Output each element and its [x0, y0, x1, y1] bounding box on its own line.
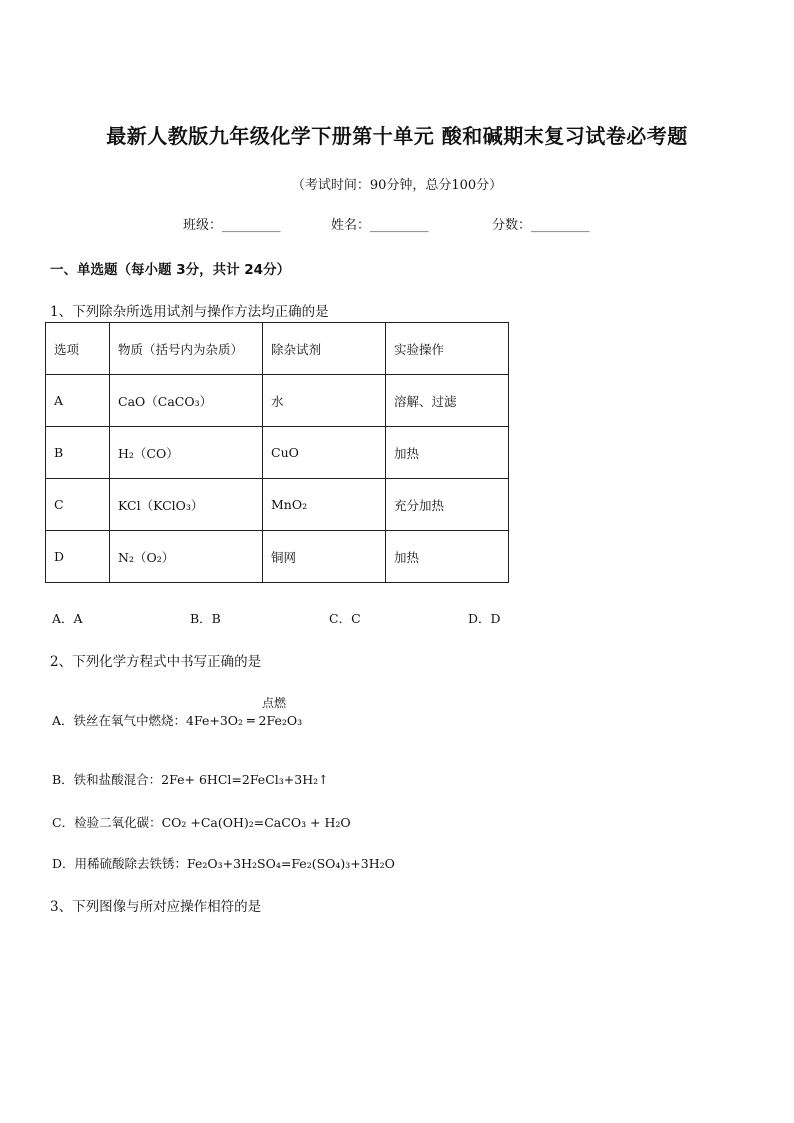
reagent-cell: MnO₂ [263, 479, 386, 531]
option-key-cell: C [46, 479, 110, 531]
option-key-cell: A [46, 375, 110, 427]
q2-option-c[interactable]: C．检验二氧化碳：CO₂ +Ca(OH)₂=CaCO₃ + H₂O [52, 815, 351, 830]
substance-cell: N₂（O₂） [110, 531, 263, 583]
operation-cell: 加热 [386, 531, 509, 583]
class-field: 班级：_________ [183, 218, 281, 233]
question-2-stem: 2、下列化学方程式中书写正确的是 [50, 654, 262, 670]
q1-option-d[interactable]: D．D [468, 611, 501, 626]
question-1-stem: 1、下列除杂所选用试剂与操作方法均正确的是 [50, 304, 329, 320]
table-row [46, 479, 509, 531]
option-key-cell: D [46, 531, 110, 583]
table-header-row [46, 323, 509, 375]
question-3-stem: 3、下列图像与所对应操作相符的是 [50, 899, 262, 915]
score-field: 分数：_________ [492, 218, 590, 233]
substance-cell: KCl（KClO₃） [110, 479, 263, 531]
reagent-cell: 铜网 [263, 531, 386, 583]
q1-option-b[interactable]: B．B [190, 611, 221, 626]
table-header-cell: 实验操作 [386, 323, 509, 375]
q2-option-a-equation: 4Fe+3O₂ ═ 2Fe₂O₃ [186, 713, 303, 728]
table-header-cell: 除杂试剂 [263, 323, 386, 375]
operation-cell: 加热 [386, 427, 509, 479]
table-row [46, 427, 509, 479]
q2-option-d[interactable]: D．用稀硫酸除去铁锈：Fe₂O₃+3H₂SO₄=Fe₂(SO₄)₃+3H₂O [52, 856, 395, 871]
reagent-cell: 水 [263, 375, 386, 427]
purification-table [45, 322, 509, 583]
q2-option-a-prefix: A．铁丝在氧气中燃烧： [52, 713, 187, 728]
table-header-cell: 物质（括号内为杂质） [110, 323, 263, 375]
substance-cell: CaO（CaCO₃） [110, 375, 263, 427]
table-row [46, 531, 509, 583]
table-header-cell: 选项 [46, 323, 110, 375]
option-key-cell: B [46, 427, 110, 479]
operation-cell: 溶解、过滤 [386, 375, 509, 427]
reagent-cell: CuO [263, 427, 386, 479]
operation-cell: 充分加热 [386, 479, 509, 531]
q2-option-b[interactable]: B．铁和盐酸混合：2Fe+ 6HCl=2FeCl₃+3H₂↑ [52, 772, 329, 787]
reaction-condition-label: 点燃 [262, 696, 287, 710]
q2-option-a[interactable] [52, 711, 302, 729]
table-row [46, 375, 509, 427]
section-heading: 一、单选题（每小题 3分，共计 24分） [50, 262, 291, 278]
q1-option-c[interactable]: C．C [329, 611, 361, 626]
q1-option-a[interactable]: A．A [52, 611, 83, 626]
name-field: 姓名：_________ [331, 218, 429, 233]
page-title: 最新人教版九年级化学下册第十单元 酸和碱期末复习试卷必考题 [106, 124, 688, 148]
substance-cell: H₂（CO） [110, 427, 263, 479]
exam-subtitle: （考试时间：90分钟，总分100分） [291, 178, 503, 193]
